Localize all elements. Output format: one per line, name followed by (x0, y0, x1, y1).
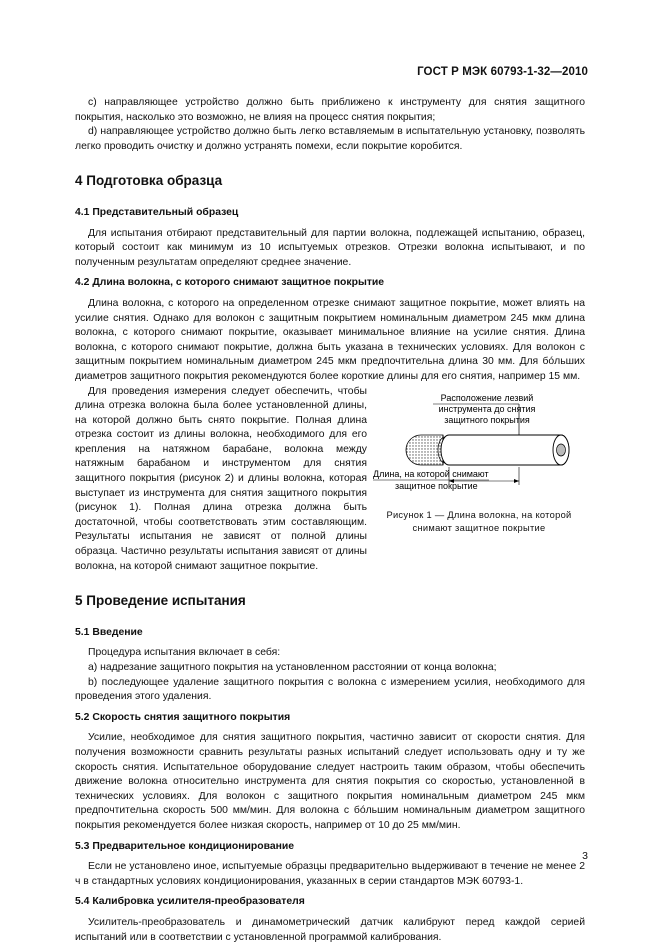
subsection-4-1-text: Для испытания отбирают представительный для партии волокна, подлежащей испытанию, образец, который состоит как минимум из 10 испытуемых отрезков. Отрезки волокна испытывают, и по полученным результатам определяют среднее значение. (75, 227, 585, 268)
fiber-core (557, 444, 566, 456)
text-with-figure (75, 385, 585, 575)
fiber-strip-diagram (373, 385, 585, 503)
subsection-4-2-heading: 4.2 Длина волокна, с которого снимают защитное покрытие (75, 277, 385, 289)
subsection-4-2-para-2: Для проведения измерения следует обеспечить, чтобы длина отрезка волокна была более установленной длины, на которой должно быть снято покрытие. Полная длина отрезка состоит из длины волокна, необходимого для его крепления на натяжном барабане, волокна между натяжным барабаном и инструментом для снятия защитного покрытия (рисунок 2) и длины волокна, которая выступает из инструмента для снятия защитного покрытия (рисунок 1). Полная длина отрезка должна быть достаточной, чтобы соответствовать этим составляющим. Результаты испытания не зависят от полной длины образца. Частично результаты испытания зависят от длины волокна, на которой снимают защитное покрытие. (75, 385, 367, 572)
subsection-5-1-heading: 5.1 Введение (75, 626, 143, 638)
subsection-4-1-heading: 4.1 Представительный образец (75, 206, 239, 218)
figure-1-caption-line-2: снимают защитное покрытие (412, 522, 546, 533)
label-blade-position-3: защитного покрытия (444, 414, 530, 425)
subsection-5-4-heading: 5.4 Калибровка усилителя-преобразователя (75, 896, 305, 908)
subsection-5-2-heading: 5.2 Скорость снятия защитного покрытия (75, 711, 291, 723)
coated-fiber-cylinder (441, 435, 569, 465)
list-item-c: с) направляющее устройство должно быть приближено к инструменту для снятия защитного покрытия, насколько это возможно, не влияя на процесс снятия покрытия; (75, 97, 585, 123)
label-blade-position-2: инструмента до снятия (438, 403, 536, 414)
subsection-5-2-text: Усилие, необходимое для снятия защитного покрытия, частично зависит от скорости снятия. Для получения возможности сравнить результаты разных испытаний следует использовать одну и ту же скорость снятия. Испытательное оборудование следует настроить таким образом, чтобы обеспечить движение волокна относительно инструмента для снятия покрытия со скоростью, установленной в технических условиях. Для волокон с защитного покрытия номинальным диаметром 245 мкм предпочтительна скорость 500 мм/мин. Для волокна с бóльшим номинальным диаметром защитного покрытия рекомендуется более низкая скорость, например от 10 до 25 мм/мин. (75, 732, 585, 831)
figure-1-caption (373, 509, 585, 535)
list-item-d: d) направляющее устройство должно быть легко вставляемым в испытательную установку, позволять легко проводить очистку и должно устранять помехи, если покрытие коробится. (75, 126, 585, 152)
page-number: 3 (582, 850, 588, 862)
subsection-5-3-text: Если не установлено иное, испытуемые образцы предварительно выдерживают в течение не менее 2 ч в стандартных условиях кондиционирования, указанных в серии стандартов МЭК 60793-1. (75, 861, 585, 887)
label-strip-length-1: Длина, на которой снимают (373, 468, 489, 479)
label-blade-position-1: Расположение лезвий (440, 392, 534, 403)
subsection-5-1-item-b: b) последующее удаление защитного покрытия с волокна с измерением усилия, необходимого для проведения этого удаления. (75, 676, 585, 703)
section-5-heading: 5 Проведение испытания (75, 593, 246, 609)
subsection-5-3-heading: 5.3 Предварительное кондиционирование (75, 840, 295, 852)
stripped-coating-piece (406, 435, 443, 465)
standard-header: ГОСТ Р МЭК 60793-1-32—2010 (417, 66, 588, 78)
subsection-4-2-para-1: Длина волокна, с которого на определенном отрезке снимают защитное покрытие, может влиять на усилие снятия. Однако для волокон с защитным покрытием номинальным диаметром 245 мкм длина волокна, с которого снимают покрытие, оказывает минимальное влияние на усилие снятия. Длина волокна, с которого снимают покрытие, должна быть указана в технических условиях. Для волокон с защитным покрытием номинальным диаметром 245 мкм предпочтительна длина 30 мм. Для бóльших диаметров защитного покрытия рекомендуются более короткие длины для его снятия, например 15 мм. (75, 297, 585, 382)
label-strip-length-2: защитное покрытие (395, 480, 478, 491)
figure-1-caption-line-1: Рисунок 1 — Длина волокна, на которой (386, 509, 572, 520)
figure-1 (373, 385, 585, 575)
page-content (75, 96, 585, 945)
subsection-5-1-text: Процедура испытания включает в себя: (88, 647, 281, 659)
section-4-heading: 4 Подготовка образца (75, 173, 223, 189)
subsection-5-1-item-a: a) надрезание защитного покрытия на установленном расстоянии от конца волокна; (88, 662, 497, 673)
subsection-5-4-text: Усилитель-преобразователь и динамометрический датчик калибруют перед каждой серией испытаний или в соответствии с установленной программой калибрования. (75, 916, 585, 943)
